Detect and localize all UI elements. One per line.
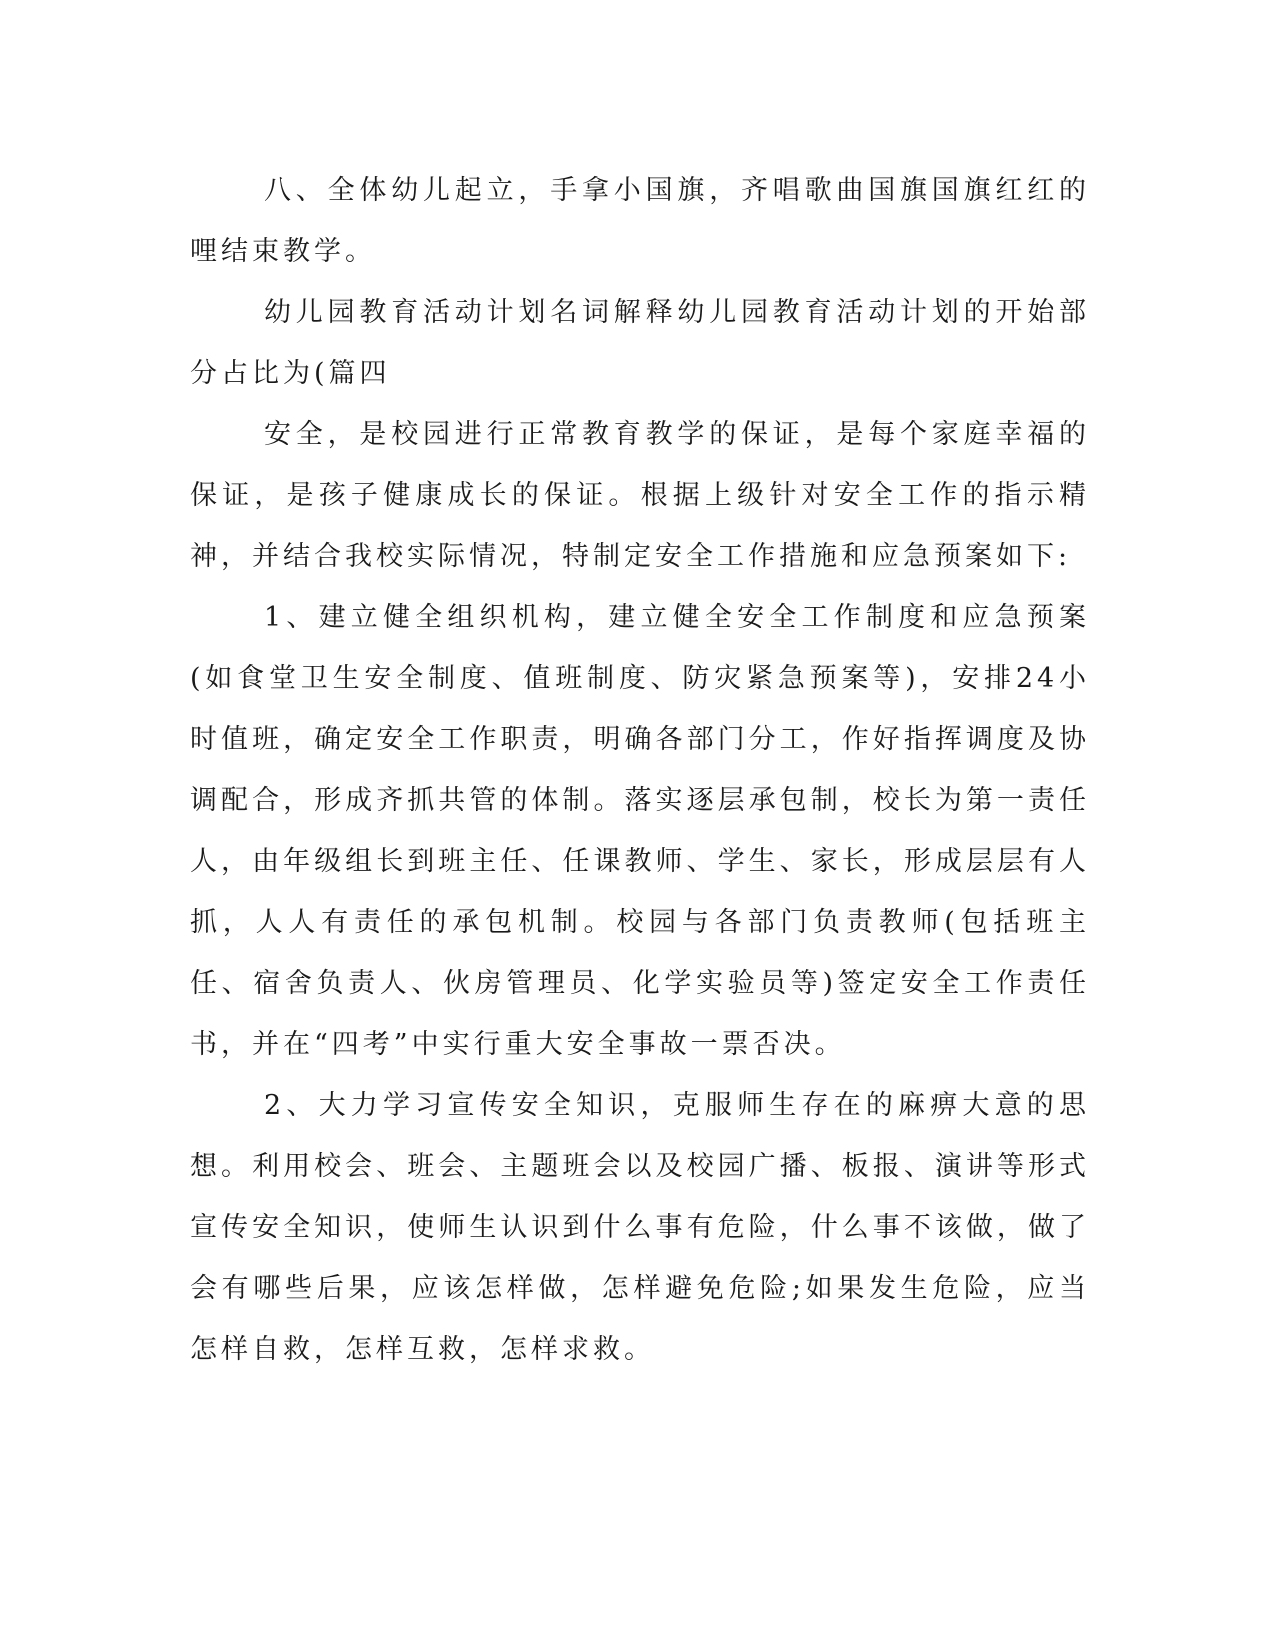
paragraph-item-2: 2、大力学习宣传安全知识，克服师生存在的麻痹大意的思想。利用校会、班会、主题班会以及校园广播、板报、演讲等形式宣传安全知识，使师生认识到什么事有危险，什么事不该做，做了会有哪些后果，应该怎样做，怎样避免危险;如果发生危险，应当怎样自救，怎样互救，怎样求救。 [190, 1090, 1090, 1365]
document-body [190, 160, 1090, 1380]
paragraph-conclusion: 八、全体幼儿起立，手拿小国旗，齐唱歌曲国旗国旗红红的哩结束教学。 [190, 175, 1090, 267]
paragraph-safety-intro: 安全，是校园进行正常教育教学的保证，是每个家庭幸福的保证，是孩子健康成长的保证。根据上级针对安全工作的指示精神，并结合我校实际情况，特制定安全工作措施和应急预案如下: [190, 419, 1090, 572]
paragraph-item-1: 1、建立健全组织机构，建立健全安全工作制度和应急预案(如食堂卫生安全制度、值班制度、防灾紧急预案等)，安排24小时值班，确定安全工作职责，明确各部门分工，作好指挥调度及协调配合，形成齐抓共管的体制。落实逐层承包制，校长为第一责任人，由年级组长到班主任、任课教师、学生、家长，形成层层有人抓，人人有责任的承包机制。校园与各部门负责教师(包括班主任、宿舍负责人、伙房管理员、化学实验员等)签定安全工作责任书，并在“四考”中实行重大安全事故一票否决。 [190, 602, 1090, 1060]
paragraph-heading-part-four: 幼儿园教育活动计划名词解释幼儿园教育活动计划的开始部分占比为(篇四 [190, 297, 1090, 389]
